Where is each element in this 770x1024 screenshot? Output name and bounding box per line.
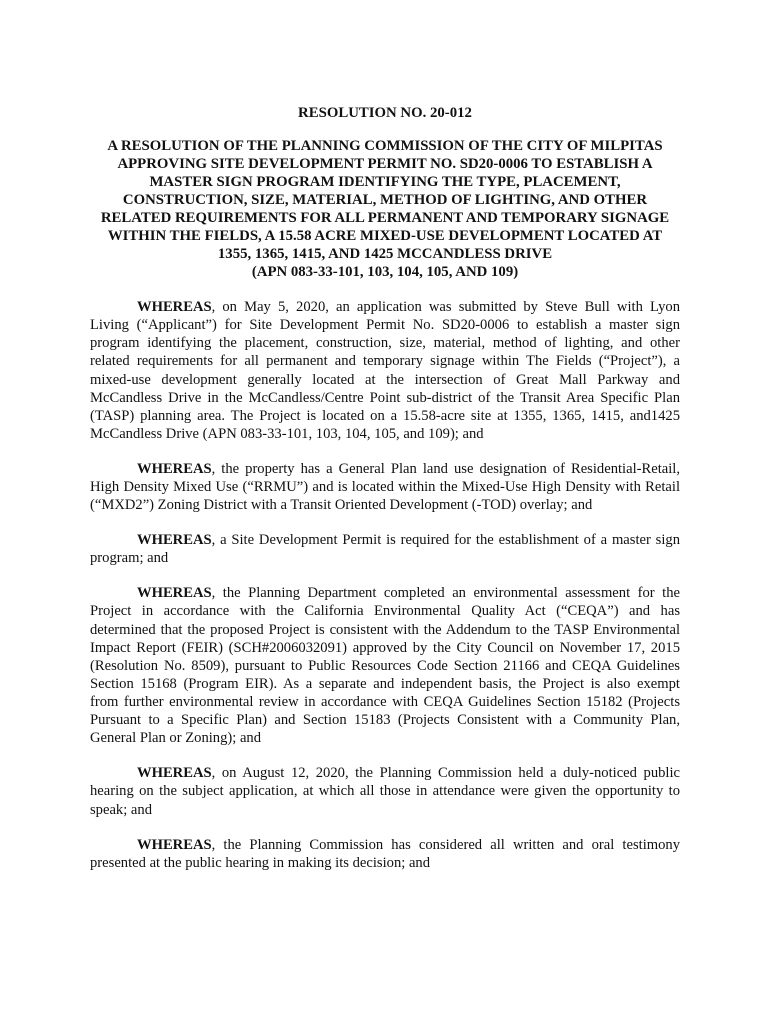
paragraph-line <box>90 836 680 854</box>
heading-line: APPROVING SITE DEVELOPMENT PERMIT NO. SD20-0006 TO ESTABLISH A <box>117 156 653 172</box>
heading-line: RELATED REQUIREMENTS FOR ALL PERMANENT AND TEMPORARY SIGNAGE <box>100 210 670 226</box>
paragraph-line <box>90 460 680 478</box>
paragraph-line-text: , on August 12, 2020, the Planning Commission held a duly-noticed public <box>211 765 680 782</box>
paragraph-line <box>90 764 680 782</box>
paragraph-line: McCandless Drive in the McCandless/Centre Point sub-district of the Transit Area Specific Plan <box>90 389 680 406</box>
paragraph-line: presented at the public hearing in making its decision; and <box>90 854 431 871</box>
heading-line: A RESOLUTION OF THE PLANNING COMMISSION OF THE CITY OF MILPITAS <box>107 138 663 154</box>
paragraph-line-text: , the Planning Department completed an environmental assessment for the <box>211 585 680 602</box>
paragraph-line-text: , the property has a General Plan land use designation of Residential-Retail, <box>211 460 680 477</box>
resolution-body <box>90 298 680 889</box>
heading-line: CONSTRUCTION, SIZE, MATERIAL, METHOD OF LIGHTING, AND OTHER <box>122 192 648 208</box>
paragraph-line: (TASP) planning area. The Project is located on a 15.58-acre site at 1355, 1365, 1415, and1425 <box>90 407 680 424</box>
whereas-paragraph <box>90 298 680 443</box>
whereas-label: WHEREAS <box>137 532 212 549</box>
whereas-paragraph <box>90 531 680 567</box>
paragraph-line: from further environmental review in accordance with CEQA Guidelines Section 15182 (Projects <box>90 694 680 711</box>
whereas-label: WHEREAS <box>137 585 212 602</box>
paragraph-line: mixed-use development generally located at the intersection of Great Mall Parkway and <box>90 371 680 388</box>
paragraph-line: Impact Report (FEIR) (SCH#2006032091) approved by the City Council on November 17, 2015 <box>90 639 680 656</box>
heading-line: (APN 083-33-101, 103, 104, 105, AND 109) <box>251 264 519 280</box>
paragraph-line: (Resolution No. 8509), pursuant to Public Resources Code Section 21166 and CEQA Guidelines <box>90 657 680 674</box>
paragraph-line-text: , the Planning Commission has considered all written and oral testimony <box>211 836 680 853</box>
whereas-label: WHEREAS <box>137 299 212 315</box>
paragraph-line: McCandless Drive (APN 083-33-101, 103, 104, 105, and 109); and <box>90 425 484 442</box>
paragraph-line-text: , on May 5, 2020, an application was submitted by Steve Bull with Lyon <box>211 299 680 315</box>
whereas-label: WHEREAS <box>137 765 212 782</box>
paragraph-line: related requirements for all permanent and temporary signage within The Fields (“Project”), a <box>90 353 680 370</box>
whereas-paragraph <box>90 764 680 818</box>
whereas-paragraph <box>90 836 680 872</box>
paragraph-line: Living (“Applicant”) for Site Development Permit No. SD20-0006 to establish a master sign <box>90 317 680 334</box>
paragraph-line: General Plan or Zoning); and <box>90 730 262 747</box>
paragraph-line <box>90 298 680 316</box>
paragraph-line: High Density Mixed Use (“RRMU”) and is located within the Mixed-Use High Density with Retail <box>90 479 680 496</box>
resolution-heading <box>90 137 680 281</box>
paragraph-line: determined that the proposed Project is consistent with the Addendum to the TASP Environmental <box>90 621 680 638</box>
paragraph-line-text: , a Site Development Permit is required for the establishment of a master sign <box>211 532 680 549</box>
paragraph-line: Project in accordance with the California Environmental Quality Act (“CEQA”) and has <box>90 603 680 620</box>
paragraph-line: Pursuant to a Specific Plan) and Section 15183 (Projects Consistent with a Community Plan, <box>90 712 680 729</box>
paragraph-line <box>90 531 680 549</box>
whereas-label: WHEREAS <box>137 836 212 853</box>
paragraph-line <box>90 584 680 602</box>
whereas-paragraph <box>90 460 680 514</box>
paragraph-line: speak; and <box>90 801 153 818</box>
paragraph-line: program identifying the placement, construction, size, material, method of lighting, and other <box>90 335 680 352</box>
paragraph-line: Section 15168 (Program EIR). As a separate and independent basis, the Project is also exempt <box>90 675 680 692</box>
paragraph-line: program; and <box>90 550 169 567</box>
whereas-paragraph <box>90 584 680 747</box>
paragraph-line: hearing on the subject application, at which all those in attendance were given the opportunity to <box>90 783 680 800</box>
whereas-label: WHEREAS <box>137 460 212 477</box>
resolution-title: RESOLUTION NO. 20-012 <box>298 105 472 121</box>
heading-line: WITHIN THE FIELDS, A 15.58 ACRE MIXED-USE DEVELOPMENT LOCATED AT <box>107 228 663 244</box>
heading-line: 1355, 1365, 1415, AND 1425 MCCANDLESS DRIVE <box>217 246 553 262</box>
heading-line: MASTER SIGN PROGRAM IDENTIFYING THE TYPE, PLACEMENT, <box>149 174 621 190</box>
paragraph-line: (“MXD2”) Zoning District with a Transit Oriented Development (-TOD) overlay; and <box>90 497 593 514</box>
